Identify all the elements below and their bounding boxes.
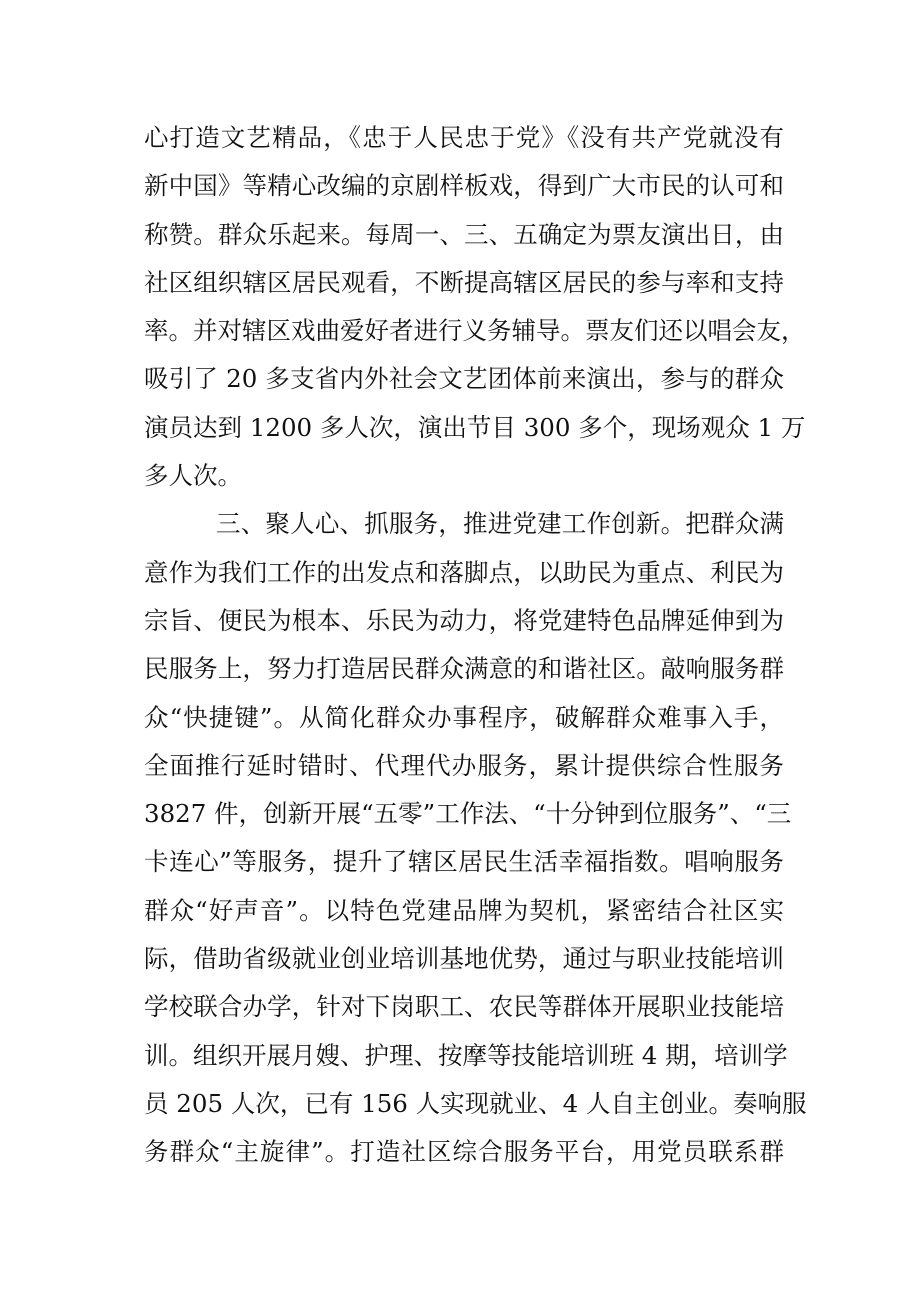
text-line: 际，借助省级就业创业培训基地优势，通过与职业技能培训 bbox=[144, 944, 784, 974]
text-line: 学校联合办学，针对下岗职工、农民等群体开展职业技能培 bbox=[144, 992, 784, 1022]
paragraph-2 bbox=[144, 500, 807, 1176]
text-line: 民服务上，努力打造居民群众满意的和谐社区。敲响服务群 bbox=[144, 654, 784, 684]
paragraph-1 bbox=[144, 114, 806, 500]
text-line: 率。并对辖区戏曲爱好者进行义务辅导。票友们还以唱会友， bbox=[144, 316, 806, 346]
text-line: 宗旨、便民为根本、乐民为动力，将党建特色品牌延伸到为 bbox=[144, 605, 784, 635]
text-line: 心打造文艺精品，《忠于人民忠于党》《没有共产党就没有 bbox=[144, 123, 784, 152]
text-line: 训。组织开展月嫂、护理、按摩等技能培训班 4 期，培训学 bbox=[144, 1040, 788, 1070]
text-line: 演员达到 1200 多人次，演出节目 300 多个，现场观众 1 万 bbox=[144, 412, 806, 442]
text-line: 意作为我们工作的出发点和落脚点，以助民为重点、利民为 bbox=[144, 557, 784, 587]
text-line: 众“快捷键”。从简化群众办事程序，破解群众难事入手， bbox=[144, 702, 784, 732]
text-line: 群众“好声音”。以特色党建品牌为契机，紧密结合社区实 bbox=[144, 895, 784, 925]
text-line: 吸引了 20 多支省内外社会文艺团体前来演出，参与的群众 bbox=[144, 364, 784, 394]
text-line: 务群众“主旋律”。打造社区综合服务平台，用党员联系群 bbox=[144, 1137, 784, 1167]
text-line: 3827 件，创新开展“五零”工作法、“十分钟到位服务”、“三 bbox=[144, 799, 792, 829]
text-line: 全面推行延时错时、代理代办服务，累计提供综合性服务 bbox=[144, 750, 784, 780]
text-line: 三、聚人心、抓服务，推进党建工作创新。把群众满 bbox=[216, 509, 784, 539]
text-line: 卡连心”等服务，提升了辖区居民生活幸福指数。唱响服务 bbox=[144, 847, 784, 877]
text-line: 社区组织辖区居民观看，不断提高辖区居民的参与率和支持 bbox=[144, 267, 784, 297]
text-line: 员 205 人次，已有 156 人实现就业、4 人自主创业。奏响服 bbox=[144, 1088, 807, 1118]
text-line: 新中国》等精心改编的京剧样板戏，得到广大市民的认可和 bbox=[144, 171, 784, 201]
document-body bbox=[144, 114, 807, 1177]
text-line: 多人次。 bbox=[144, 461, 242, 491]
text-line: 称赞。群众乐起来。每周一、三、五确定为票友演出日，由 bbox=[144, 219, 784, 249]
